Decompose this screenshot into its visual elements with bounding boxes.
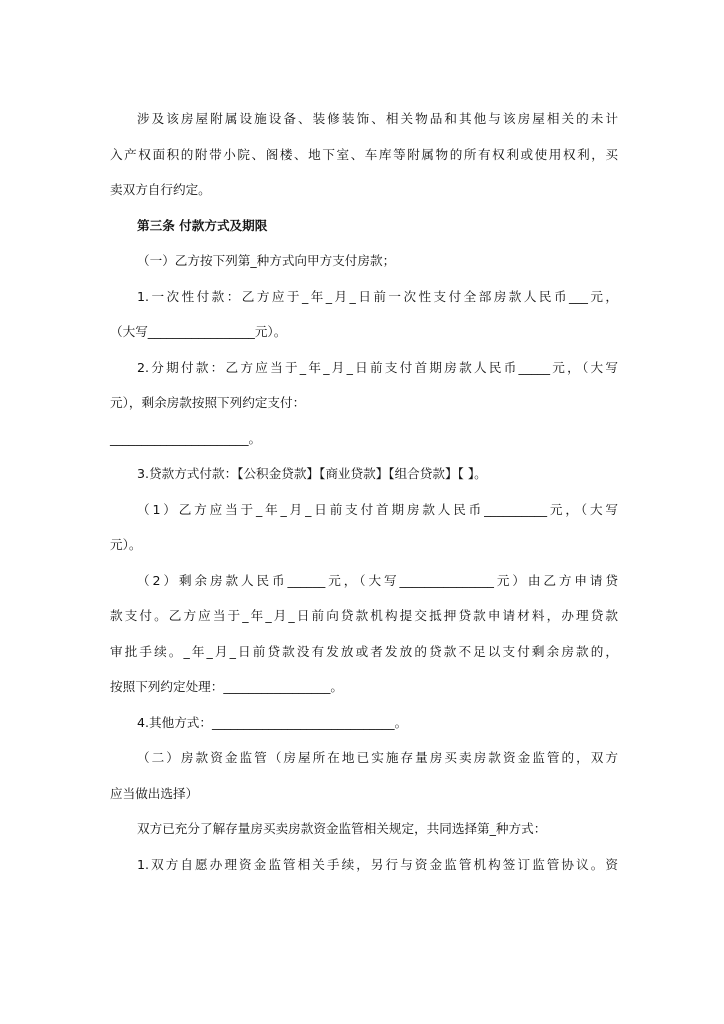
text-line: 元），剩余房款按照下列约定支付： bbox=[110, 395, 306, 410]
text-line: 元）。 bbox=[110, 537, 142, 552]
text-line: （2）剩余房款人民币______元，（大写_______________元）由乙方申请贷 bbox=[137, 572, 618, 588]
text-line: （大写_________________元）。 bbox=[110, 324, 287, 339]
section-heading: 第三条 付款方式及期限 bbox=[137, 217, 268, 233]
text-line: 1.一次性付款：乙方应于_年_月_日前一次性支付全部房款人民币___元， bbox=[137, 288, 618, 304]
text-line: 卖双方自行约定。 bbox=[110, 182, 211, 197]
document-page bbox=[110, 101, 618, 882]
text-line: 款支付。乙方应当于_年_月_日前向贷款机构提交抵押贷款申请材料，办理贷款 bbox=[110, 608, 618, 623]
text-line: 入产权面积的附带小院、阁楼、地下室、车库等附属物的所有权利或使用权利，买 bbox=[110, 146, 618, 162]
text-line: ______________________。 bbox=[110, 430, 262, 446]
text-line: （1）乙方应当于_年_月_日前支付首期房款人民币__________元，（大写 bbox=[137, 501, 618, 517]
text-line: 3.贷款方式付款：【公积金贷款】【商业贷款】【组合贷款】【 】。 bbox=[137, 466, 487, 481]
text-line: 涉及该房屋附属设施设备、装修装饰、相关物品和其他与该房屋相关的未计 bbox=[137, 111, 618, 126]
text-line: 应当做出选择） bbox=[110, 785, 199, 801]
text-line: 双方已充分了解存量房买卖房款资金监管相关规定，共同选择第_种方式： bbox=[137, 821, 547, 836]
text-line: （二）房款资金监管（房屋所在地已实施存量房买卖房款资金监管的，双方 bbox=[137, 750, 618, 765]
text-line: 1.双方自愿办理资金监管相关手续，另行与资金监管机构签订监管协议。资 bbox=[137, 856, 618, 872]
text-line: 按照下列约定处理：_________________。 bbox=[110, 679, 343, 694]
text-line: 审批手续。_年_月_日前贷款没有发放或者发放的贷款不足以支付剩余房款的， bbox=[110, 643, 618, 659]
text-line: 2.分期付款：乙方应当于_年_月_日前支付首期房款人民币_____元，（大写 bbox=[137, 359, 618, 375]
text-line: （一）乙方按下列第_种方式向甲方支付房款； bbox=[137, 253, 396, 268]
text-line: 4.其他方式：_____________________________。 bbox=[137, 714, 408, 730]
